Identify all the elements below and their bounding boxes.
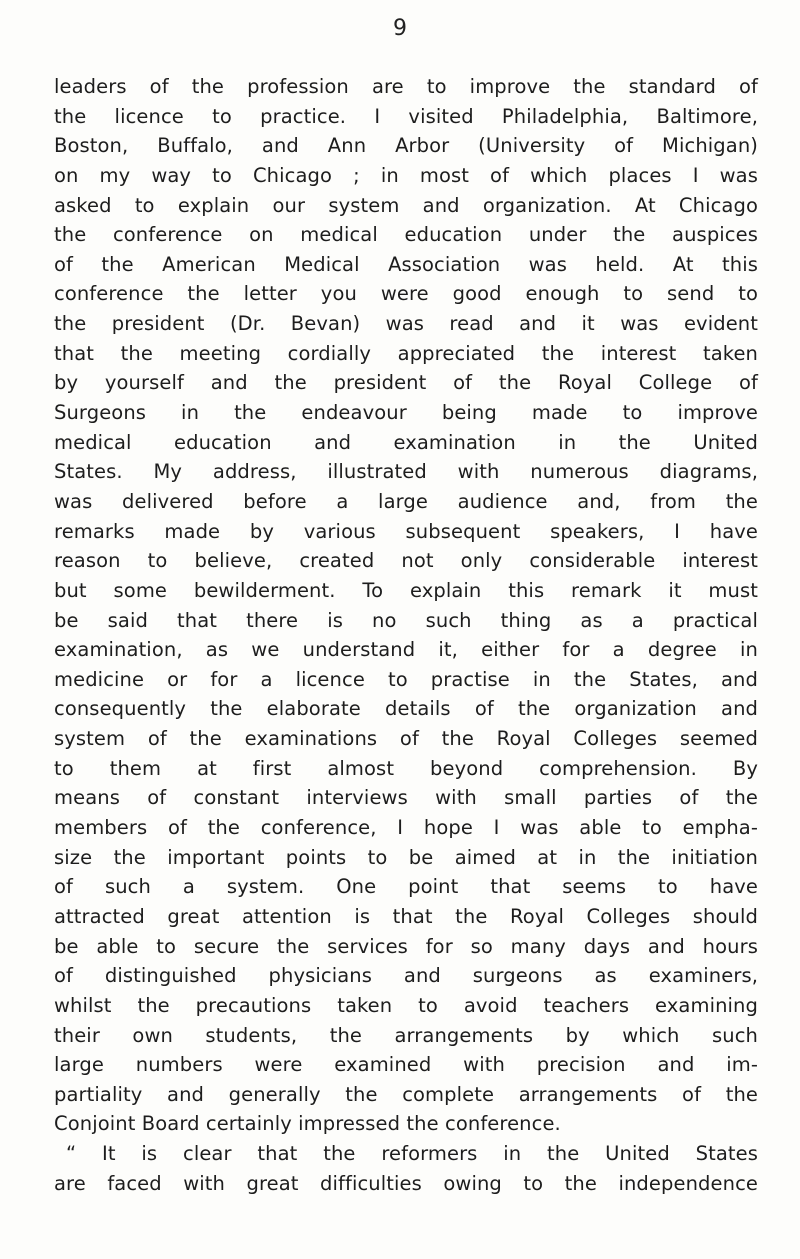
text-line: States. My address, illustrated with numerous diagrams,: [54, 460, 758, 484]
text-line: by yourself and the president of the Royal College of: [54, 371, 758, 395]
text-line: asked to explain our system and organization. At Chicago: [54, 193, 758, 217]
text-line: remarks made by various subsequent speakers, I have: [54, 519, 758, 543]
text-line: “ It is clear that the reformers in the United States: [66, 1142, 758, 1166]
text-line: conference the letter you were good enough to send to: [54, 282, 758, 306]
text-line: the licence to practice. I visited Philadelphia, Baltimore,: [54, 104, 758, 128]
text-line: was delivered before a large audience and, from the: [54, 489, 758, 513]
text-line: examination, as we understand it, either for a degree in: [54, 638, 758, 662]
text-line: but some bewilderment. To explain this remark it must: [54, 578, 758, 602]
text-line: of the American Medical Association was held. At this: [54, 252, 758, 276]
text-line: the conference on medical education under the auspices: [54, 223, 758, 247]
text-line: whilst the precautions taken to avoid teachers examining: [54, 993, 758, 1017]
text-line: that the meeting cordially appreciated the interest taken: [54, 341, 758, 365]
text-line: means of constant interviews with small parties of the: [54, 786, 758, 810]
text-line: reason to believe, created not only considerable interest: [54, 549, 758, 573]
page-number: 9: [393, 16, 407, 41]
text-line: consequently the elaborate details of the organization and: [54, 697, 758, 721]
text-line: of such a system. One point that seems to have: [54, 875, 758, 899]
text-line: size the important points to be aimed at in the initiation: [54, 845, 758, 869]
text-line: Surgeons in the endeavour being made to improve: [54, 401, 758, 425]
text-line: on my way to Chicago ; in most of which places I was: [54, 163, 758, 187]
text-line: partiality and generally the complete arrangements of the: [54, 1082, 758, 1106]
text-line: attracted great attention is that the Royal Colleges should: [54, 904, 758, 928]
text-line: are faced with great difficulties owing to the independence: [54, 1171, 758, 1195]
text-line: members of the conference, I hope I was able to empha-: [54, 816, 758, 840]
text-line: medicine or for a licence to practise in the States, and: [54, 667, 758, 691]
text-line: of distinguished physicians and surgeons as examiners,: [54, 964, 758, 988]
body-text: [54, 72, 758, 1198]
text-line: Conjoint Board certainly impressed the conference.: [54, 1112, 561, 1136]
text-line: large numbers were examined with precision and im-: [54, 1053, 758, 1077]
text-line: the president (Dr. Bevan) was read and it was evident: [54, 312, 758, 336]
text-line: to them at first almost beyond comprehension. By: [54, 756, 758, 780]
text-line: be able to secure the services for so many days and hours: [54, 934, 758, 958]
text-line: Boston, Buffalo, and Ann Arbor (University of Michigan): [54, 134, 758, 158]
text-line: their own students, the arrangements by which such: [54, 1023, 758, 1047]
text-line: medical education and examination in the United: [54, 430, 758, 454]
text-line: system of the examinations of the Royal Colleges seemed: [54, 727, 758, 751]
text-line: be said that there is no such thing as a practical: [54, 608, 758, 632]
text-line: leaders of the profession are to improve the standard of: [54, 75, 758, 98]
